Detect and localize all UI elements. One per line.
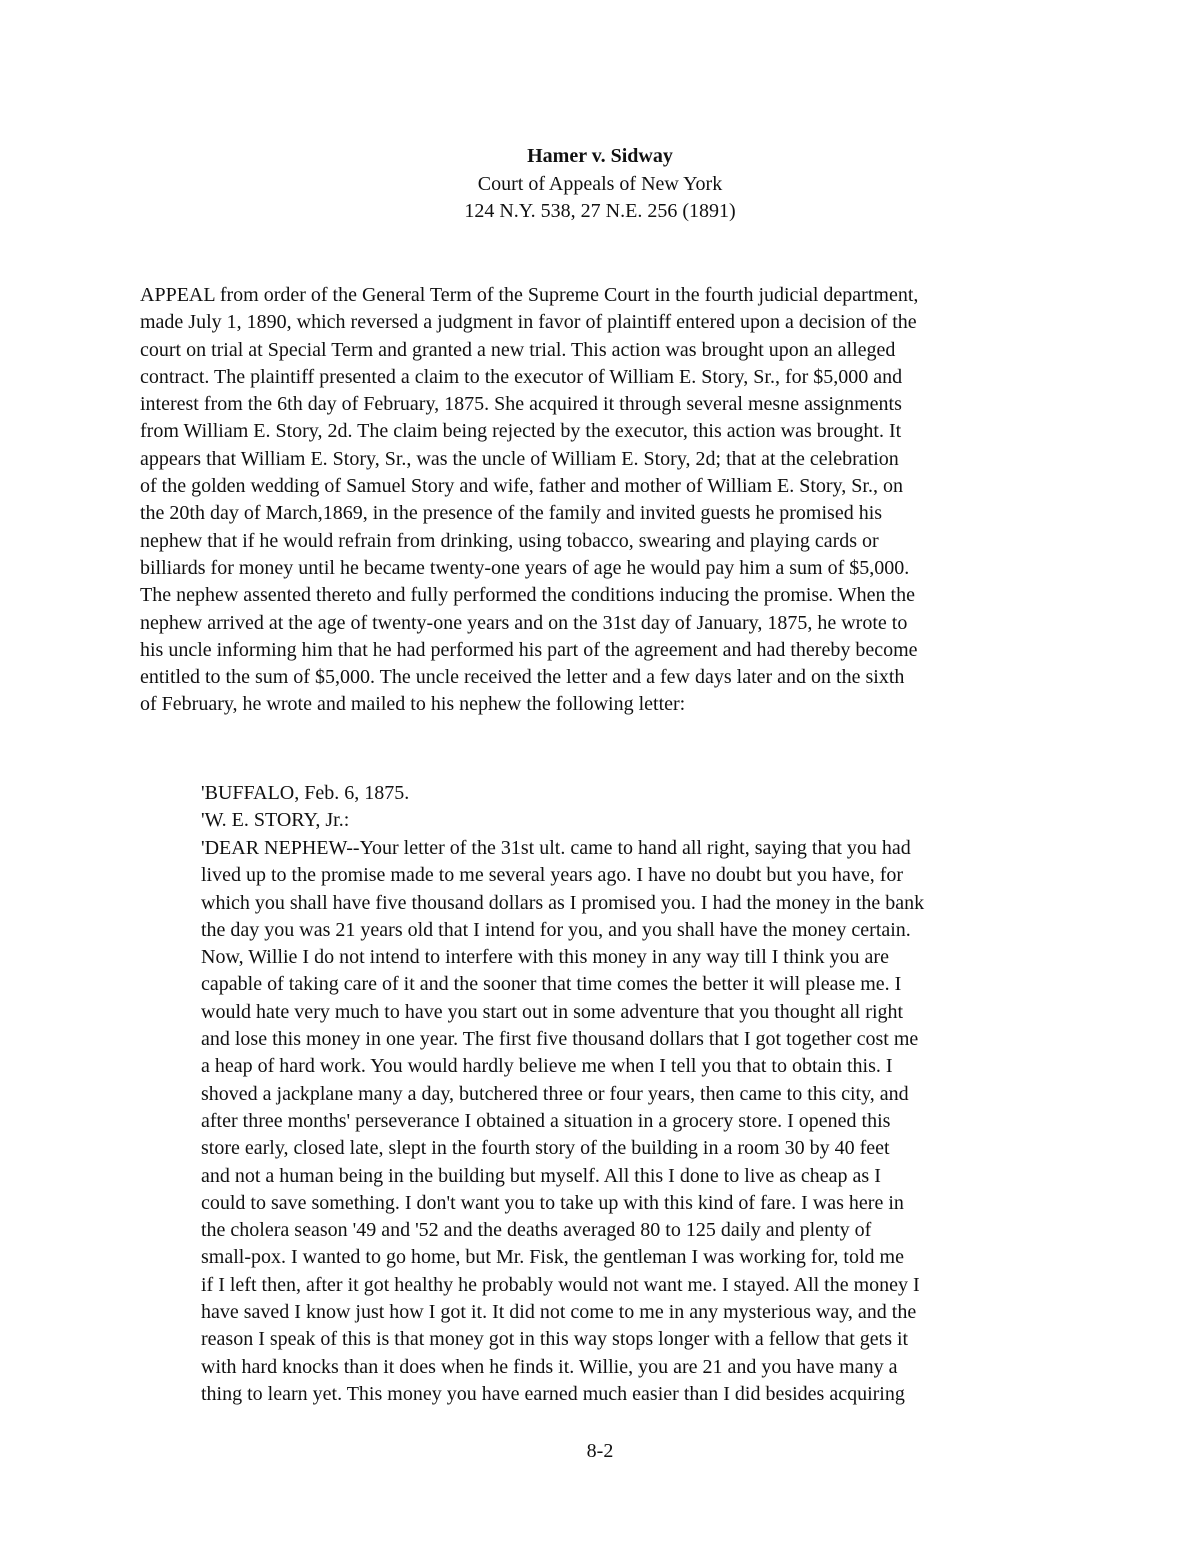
case-title: Hamer v. Sidway <box>527 145 673 167</box>
case-header <box>0 143 1200 226</box>
text-line: APPEAL from order of the General Term of the Supreme Court in the fourth judicial department, <box>140 284 919 306</box>
text-line: contract. The plaintiff presented a claim to the executor of William E. Story, Sr., for $5,000 and <box>140 365 903 388</box>
letter-heading <box>201 780 1081 835</box>
text-line: interest from the 6th day of February, 1875. She acquired it through several mesne assignments <box>140 393 902 416</box>
text-line: after three months' perseverance I obtained a situation in a grocery store. I opened this <box>201 1109 891 1132</box>
text-line: thing to learn yet. This money you have earned much easier than I did besides acquiring <box>201 1382 905 1405</box>
text-line: with hard knocks than it does when he finds it. Willie, you are 21 and you have many a <box>201 1355 898 1378</box>
text-line: capable of taking care of it and the sooner that time comes the better it will please me. I <box>201 973 902 996</box>
text-line: billiards for money until he became twenty-one years of age he would pay him a sum of $5,000. <box>140 556 910 579</box>
case-citation: 124 N.Y. 538, 27 N.E. 256 (1891) <box>464 200 736 222</box>
text-line: the 20th day of March,1869, in the presence of the family and invited guests he promised his <box>140 502 883 525</box>
text-line: made July 1, 1890, which reversed a judgment in favor of plaintiff entered upon a decision of the <box>140 311 917 334</box>
text-line: a heap of hard work. You would hardly believe me when I tell you that to obtain this. I <box>201 1055 893 1078</box>
text-line: of the golden wedding of Samuel Story and wife, father and mother of William E. Story, Sr., on <box>140 475 903 498</box>
letter-body <box>201 835 1081 1408</box>
letter-addressee: 'W. E. STORY, Jr.: <box>201 809 350 832</box>
text-line: the cholera season '49 and '52 and the deaths averaged 80 to 125 daily and plenty of <box>201 1219 872 1242</box>
intro-paragraph <box>140 282 1065 719</box>
text-line: would hate very much to have you start out in some adventure that you thought all right <box>201 1000 904 1023</box>
text-line: and not a human being in the building but myself. All this I done to live as cheap as I <box>201 1164 881 1187</box>
court-name: Court of Appeals of New York <box>477 172 723 195</box>
text-line: of February, he wrote and mailed to his nephew the following letter: <box>140 693 686 716</box>
page-number: 8-2 <box>586 1440 614 1462</box>
letter-dateline: 'BUFFALO, Feb. 6, 1875. <box>201 782 410 804</box>
text-line: store early, closed late, slept in the fourth story of the building in a room 30 by 40 feet <box>201 1137 890 1160</box>
text-line: and lose this money in one year. The first five thousand dollars that I got together cost me <box>201 1028 919 1051</box>
text-line: could to save something. I don't want you to take up with this kind of fare. I was here in <box>201 1191 904 1214</box>
text-line: his uncle informing him that he had performed his part of the agreement and had thereby become <box>140 638 918 661</box>
text-line: small-pox. I wanted to go home, but Mr. Fisk, the gentleman I was working for, told me <box>201 1246 904 1269</box>
text-line: court on trial at Special Term and granted a new trial. This action was brought upon an alleged <box>140 338 896 361</box>
text-line: entitled to the sum of $5,000. The uncle received the letter and a few days later and on the sixth <box>140 666 905 689</box>
text-line: reason I speak of this is that money got in this way stops longer with a fellow that gets it <box>201 1328 909 1351</box>
text-line: shoved a jackplane many a day, butchered three or four years, then came to this city, and <box>201 1082 909 1105</box>
text-line: lived up to the promise made to me several years ago. I have no doubt but you have, for <box>201 864 904 887</box>
text-line: appears that William E. Story, Sr., was the uncle of William E. Story, 2d; that at the celebration <box>140 447 899 470</box>
text-line: The nephew assented thereto and fully performed the conditions inducing the promise. When the <box>140 584 915 607</box>
text-line: which you shall have five thousand dollars as I promised you. I had the money in the bank <box>201 891 925 914</box>
text-line: if I left then, after it got healthy he probably would not want me. I stayed. All the money I <box>201 1273 920 1296</box>
text-line: nephew that if he would refrain from drinking, using tobacco, swearing and playing cards or <box>140 529 879 552</box>
text-line: Now, Willie I do not intend to interfere with this money in any way till I think you are <box>201 946 889 969</box>
text-line: have saved I know just how I got it. It did not come to me in any mysterious way, and the <box>201 1301 917 1324</box>
text-line: 'DEAR NEPHEW--Your letter of the 31st ult. came to hand all right, saying that you had <box>201 837 911 859</box>
text-line: nephew arrived at the age of twenty-one years and on the 31st day of January, 1875, he wrote to <box>140 611 908 634</box>
text-line: from William E. Story, 2d. The claim being rejected by the executor, this action was brought. It <box>140 420 902 443</box>
text-line: the day you was 21 years old that I intend for you, and you shall have the money certain. <box>201 918 911 941</box>
